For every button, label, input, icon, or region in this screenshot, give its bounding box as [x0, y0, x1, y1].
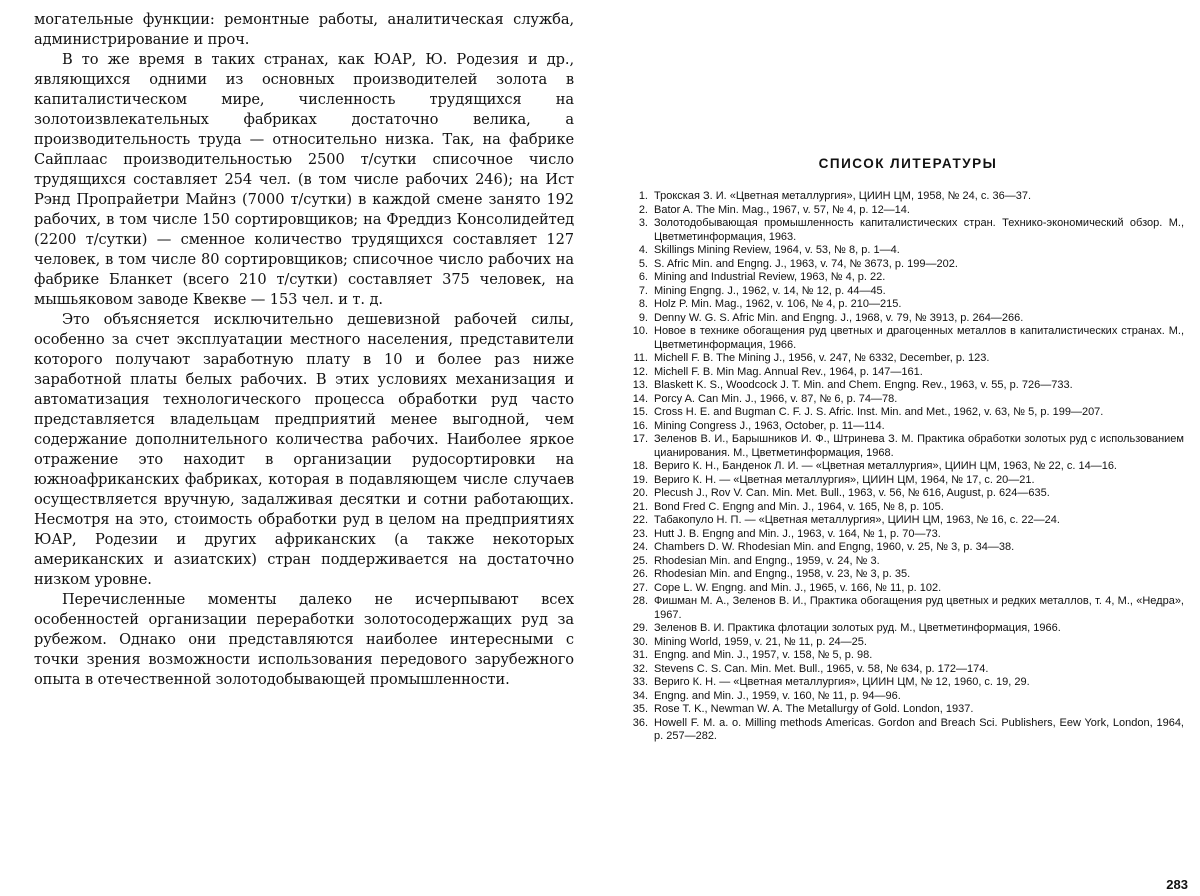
reference-text: Skillings Mining Review, 1964, v. 53, № 8, p. 1—4.	[654, 244, 900, 256]
reference-item	[628, 393, 1184, 407]
reference-item	[628, 582, 1184, 596]
reference-text: Porcy A. Can Min. J., 1966, v. 87, № 6, p. 74—78.	[654, 392, 898, 405]
reference-number: 14.	[632, 392, 648, 405]
reference-text: Holz P. Min. Mag., 1962, v. 106, № 4, p. 210—215.	[654, 298, 902, 310]
reference-number: 8.	[638, 298, 648, 310]
reference-text: Plecush J., Rov V. Can. Min. Met. Bull., 1963, v. 56, № 616, August, p. 624—635.	[654, 487, 1050, 499]
reference-number: 1.	[638, 190, 648, 202]
reference-item	[628, 406, 1184, 420]
reference-item	[628, 622, 1184, 636]
reference-text: Michell F. B. The Mining J., 1956, v. 247, № 6332, December, p. 123.	[654, 352, 990, 364]
reference-number: 17.	[632, 433, 648, 445]
reference-number: 26.	[632, 568, 648, 580]
reference-number: 7.	[638, 284, 648, 297]
reference-item	[628, 271, 1184, 285]
reference-number: 9.	[638, 311, 648, 324]
reference-item	[628, 595, 1184, 622]
reference-number: 12.	[632, 365, 648, 378]
reference-item	[628, 325, 1184, 352]
reference-text: Новое в технике обогащения руд цветных и драгоценных металлов в капиталистических странах. М., Цветметинформация, 1966.	[654, 325, 1184, 351]
reference-text: Табакопуло Н. П. — «Цветная металлургия», ЦИИН ЦМ, 1963, № 16, с. 22—24.	[654, 514, 1060, 526]
reference-number: 28.	[632, 595, 648, 607]
reference-item	[628, 420, 1184, 434]
reference-text: Вериго К. Н. — «Цветная металлургия», ЦИИН ЦМ, 1964, № 17, с. 20—21.	[654, 473, 1035, 486]
reference-text: Bond Fred C. Engng and Min. J., 1964, v. 165, № 8, p. 105.	[654, 500, 944, 513]
reference-item	[628, 514, 1184, 528]
reference-text: Зеленов В. И. Практика флотации золотых руд. М., Цветметинформация, 1966.	[654, 622, 1061, 634]
reference-item	[628, 501, 1184, 515]
page-number: 283	[1166, 877, 1188, 892]
reference-item	[628, 258, 1184, 272]
reference-text: Engng. and Min. J., 1957, v. 158, № 5, p. 98.	[654, 649, 873, 661]
reference-text: Вериго К. Н., Банденок Л. И. — «Цветная металлургия», ЦИИН ЦМ, 1963, № 22, с. 14—16.	[654, 460, 1117, 472]
reference-item	[628, 217, 1184, 244]
reference-text: Hutt J. B. Engng and Min. J., 1963, v. 164, № 1, p. 70—73.	[654, 527, 941, 540]
references-column	[628, 6, 1188, 890]
paragraph: Перечисленные моменты далеко не исчерпывают всех особенностей организации переработки золотосодержащих руд за рубежом. Однако они представляются наиболее интересными с точки зрения возможности использования передового зарубежного опыта в отечественной золотодобывающей промышленности.	[34, 591, 574, 688]
reference-item	[628, 204, 1184, 218]
reference-item	[628, 312, 1184, 326]
reference-number: 21.	[632, 500, 648, 513]
reference-number: 15.	[632, 406, 648, 418]
reference-number: 6.	[638, 271, 648, 283]
reference-text: Bator A. The Min. Mag., 1967, v. 57, № 4, p. 12—14.	[654, 203, 910, 216]
reference-number: 10.	[632, 325, 648, 337]
reference-text: Mining World, 1959, v. 21, № 11, p. 24—25.	[654, 635, 867, 648]
reference-item	[628, 703, 1184, 717]
reference-number: 11.	[633, 352, 648, 364]
reference-item	[628, 474, 1184, 488]
reference-item	[628, 676, 1184, 690]
reference-number: 5.	[638, 257, 648, 270]
reference-text: Cross H. E. and Bugman C. F. J. S. Afric. Inst. Min. and Met., 1962, v. 63, № 5, p. 199—207.	[654, 406, 1104, 418]
reference-item	[628, 541, 1184, 555]
reference-item	[628, 555, 1184, 569]
reference-text: Denny W. G. S. Afric Min. and Engng. J., 1968, v. 79, № 3913, p. 264—266.	[654, 311, 1024, 324]
reference-number: 29.	[632, 622, 648, 634]
reference-number: 31.	[632, 649, 648, 661]
reference-text: Вериго К. Н. — «Цветная металлургия», ЦИИН ЦМ, № 12, 1960, с. 19, 29.	[654, 676, 1030, 688]
reference-number: 19.	[632, 473, 648, 486]
reference-number: 16.	[632, 419, 648, 432]
reference-text: Mining Engng. J., 1962, v. 14, № 12, p. 44—45.	[654, 284, 886, 297]
reference-item	[628, 717, 1184, 744]
reference-text: Cope L. W. Engng. and Min. J., 1965, v. 166, № 11, p. 102.	[654, 581, 942, 594]
reference-number: 35.	[632, 703, 648, 715]
reference-item	[628, 190, 1184, 204]
reference-number: 18.	[632, 460, 648, 472]
reference-item	[628, 528, 1184, 542]
reference-text: Mining Congress J., 1963, October, p. 11—114.	[654, 419, 885, 432]
paragraph: могательные функции: ремонтные работы, аналитическая служба, администрирование и проч.	[34, 11, 574, 48]
reference-text: Трокская З. И. «Цветная металлургия», ЦИИН ЦМ, 1958, № 24, с. 36—37.	[654, 190, 1032, 202]
reference-number: 24.	[632, 541, 648, 553]
reference-item	[628, 690, 1184, 704]
reference-text: Rhodesian Min. and Engng., 1959, v. 24, № 3.	[654, 554, 880, 567]
reference-number: 30.	[632, 635, 648, 648]
reference-number: 4.	[638, 244, 648, 256]
reference-item	[628, 487, 1184, 501]
reference-text: Engng. and Min. J., 1959, v. 160, № 11, p. 94—96.	[654, 689, 901, 702]
reference-text: Золотодобывающая промышленность капиталистических стран. Технико-экономический обзор. М., Цветметинформация, 1963.	[654, 217, 1184, 243]
reference-text: Howell F. M. a. o. Milling methods Americas. Gordon and Breach Sci. Publishers, Eew York, London, 1964, p. 257—282.	[654, 716, 1184, 742]
reference-text: Rose T. K., Newman W. A. The Metallurgy of Gold. London, 1937.	[654, 703, 974, 715]
reference-text: Mining and Industrial Review, 1963, № 4, p. 22.	[654, 271, 886, 283]
paragraph: В то же время в таких странах, как ЮАР, Ю. Родезия и др., являющихся одними из основных производителей золота в капиталистическом мире, численность трудящихся на золотоизвлекательных фабриках достаточно велика, а производительность труда — относительно низка. Так, на фабрике Сайплаас производительностью 2500 т/сутки списочное число трудящихся составляет 254 чел. (в том числе рабочих 246); на Ист Рэнд Пропрайетри Майнз (7000 т/сутки) в каждой смене занято 192 рабочих, в том числе 150 сортировщиков; на Фреддиз Консолидейтед (2200 т/сутки) — сменное количество трудящихся составляет 127 человек, в том числе 80 сортировщиков; списочное число рабочих на фабрике Бланкет (всего 210 т/сутки) составляет 375 человек, на мышьяковом заводе Квекве — 153 чел. и т. д.	[34, 51, 574, 308]
reference-text: Зеленов В. И., Барышников И. Ф., Штринева З. М. Практика обработки золотых руд с использованием цианирования. М., Цветметинформация, 1968.	[654, 433, 1184, 459]
reference-number: 32.	[632, 662, 648, 675]
reference-text: Blaskett K. S., Woodcock J. T. Min. and Chem. Engng. Rev., 1963, v. 55, p. 726—733.	[654, 379, 1073, 391]
reference-item	[628, 379, 1184, 393]
reference-item	[628, 433, 1184, 460]
reference-number: 33.	[632, 676, 648, 688]
reference-item	[628, 244, 1184, 258]
body-text-column	[34, 10, 574, 690]
paragraph: Это объясняется исключительно дешевизной рабочей силы, особенно за счет эксплуатации местного населения, представители которого получают заработную плату в 10 и более раз ниже заработной платы белых рабочих. В этих условиях механизация и автоматизация технологического процесса обработки руд часто представляется владельцам предприятий менее выгодной, чем содержание дополнительного количества рабочих. Наиболее яркое отражение это находит в организации рудосортировки на южноафриканских фабриках, которая в подавляющем числе случаев осуществляется вручную, задалживая десятки и сотни работающих. Несмотря на это, стоимость обработки руд в целом на предприятиях ЮАР, Родезии и других африканских (а также некоторых американских и азиатских) стран поддерживается на достаточно низком уровне.	[34, 311, 574, 588]
reference-item	[628, 663, 1184, 677]
reference-item	[628, 636, 1184, 650]
reference-number: 22.	[632, 514, 648, 526]
reference-text: Michell F. B. Min Mag. Annual Rev., 1964, p. 147—161.	[654, 365, 923, 378]
reference-number: 34.	[632, 689, 648, 702]
reference-number: 23.	[632, 527, 648, 540]
references-title: СПИСОК ЛИТЕРАТУРЫ	[818, 156, 998, 171]
reference-item	[628, 568, 1184, 582]
reference-text: Stevens C. S. Can. Min. Met. Bull., 1965, v. 58, № 634, p. 172—174.	[654, 662, 989, 675]
reference-number: 13.	[632, 379, 648, 391]
reference-number: 2.	[638, 203, 648, 216]
reference-number: 25.	[632, 554, 648, 567]
reference-text: Rhodesian Min. and Engng., 1958, v. 23, № 3, p. 35.	[654, 568, 911, 580]
reference-number: 27.	[632, 581, 648, 594]
reference-number: 3.	[638, 217, 648, 229]
reference-item	[628, 352, 1184, 366]
reference-item	[628, 366, 1184, 380]
reference-item	[628, 460, 1184, 474]
reference-item	[628, 649, 1184, 663]
reference-number: 36.	[632, 716, 648, 729]
reference-text: S. Afric Min. and Engng. J., 1963, v. 74, № 3673, p. 199—202.	[654, 257, 958, 270]
references-list	[628, 190, 1184, 744]
reference-text: Chambers D. W. Rhodesian Min. and Engng, 1960, v. 25, № 3, p. 34—38.	[654, 541, 1015, 553]
reference-text: Фишман М. А., Зеленов В. И., Практика обогащения руд цветных и редких металлов, т. 4, М., «Недра», 1967.	[654, 595, 1184, 621]
reference-number: 20.	[632, 487, 648, 499]
reference-item	[628, 298, 1184, 312]
reference-item	[628, 285, 1184, 299]
